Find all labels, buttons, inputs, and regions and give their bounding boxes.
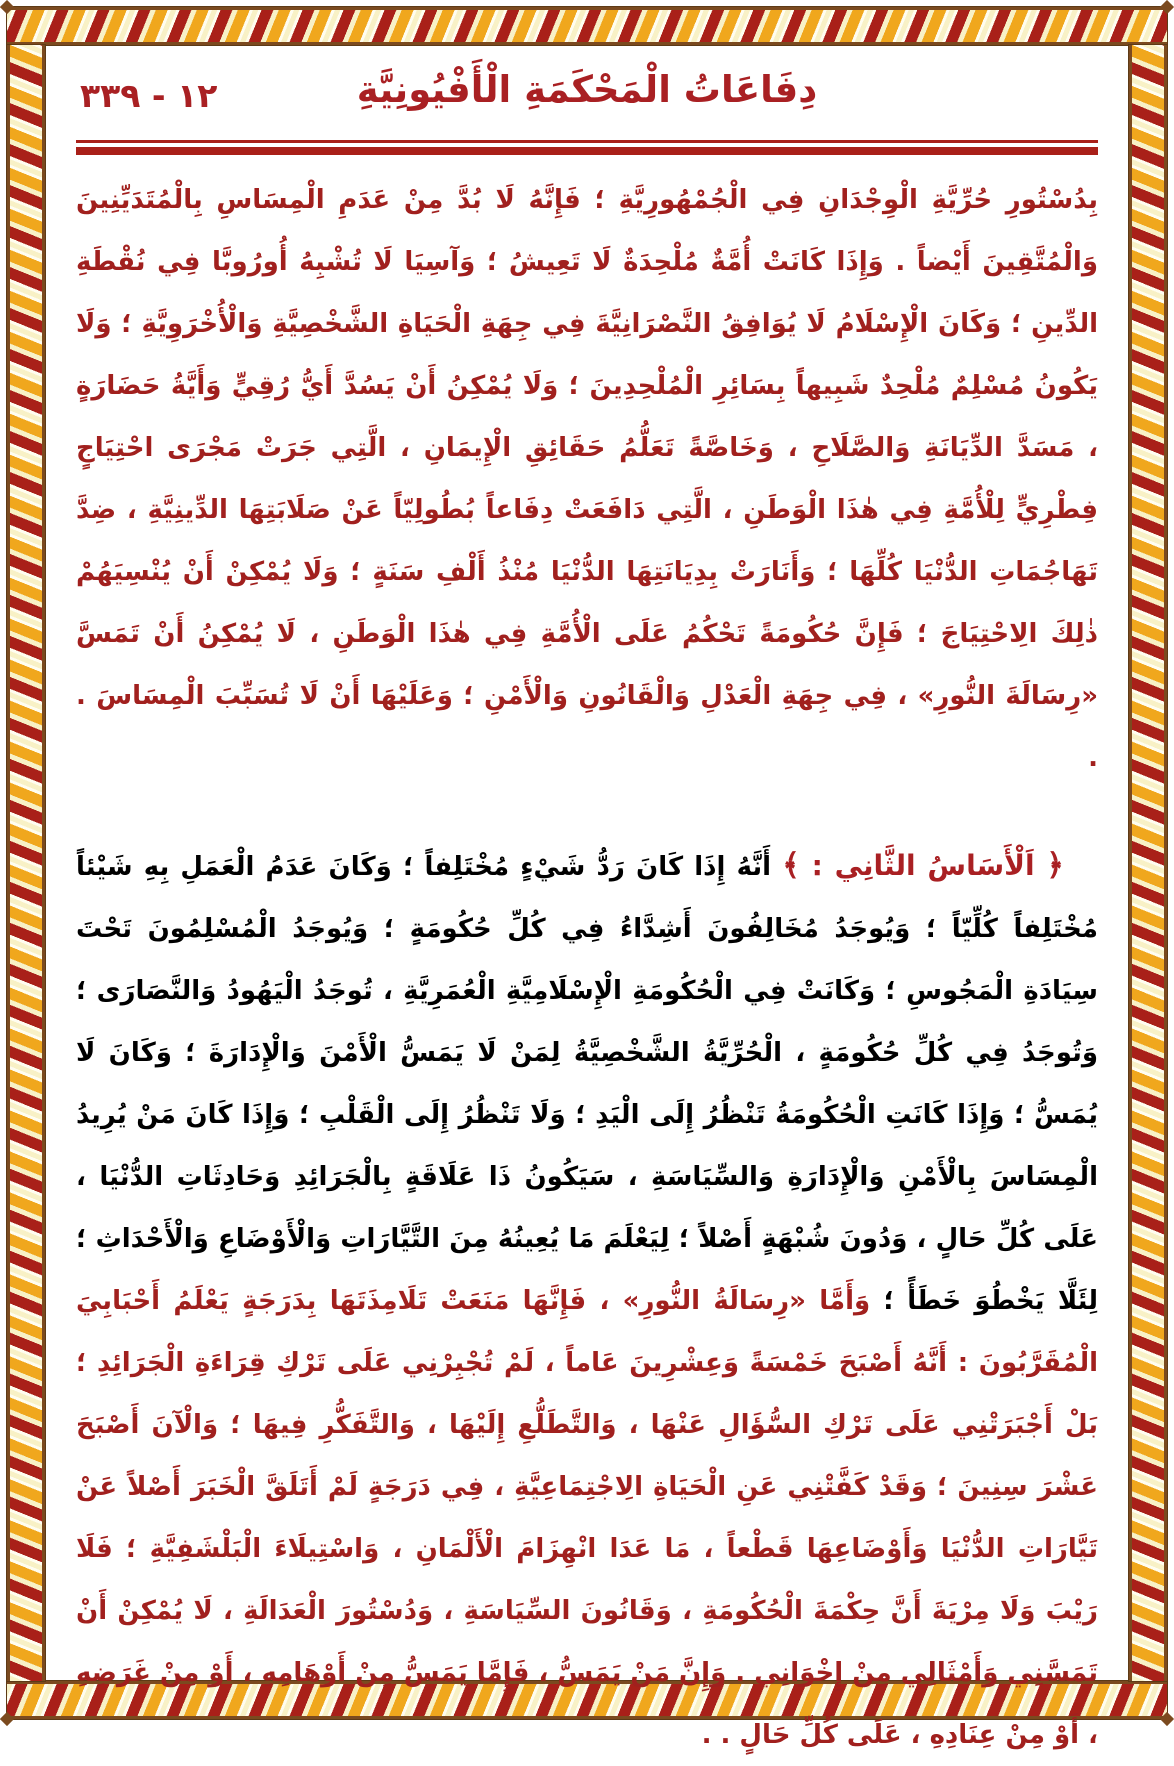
- header-divider-rule: [76, 140, 1098, 155]
- page-title: دِفَاعَاتُ الْمَحْكَمَةِ الْأَفْيُونِيَّةِ: [356, 68, 818, 111]
- page-header: [76, 54, 1098, 138]
- page-content: [50, 48, 1124, 1750]
- decorative-border-top: [7, 7, 1167, 45]
- section-text-black: أَنَّهُ إِذَا كَانَ رَدُّ شَيْءٍ مُخْتَلِفاً ؛ وَكَانَ عَدَمُ الْعَمَلِ بِهِ شَيْئاً مُخْتَلِفاً كُلِّيّاً ؛ وَيُوجَدُ مُخَالِفُونَ أَشِدَّاءُ فِي كُلِّ حُكُومَةٍ ؛ وَيُوجَدُ الْمُسْلِمُونَ تَحْتَ سِيَادَةِ الْمَجُوسِ ؛ وَكَانَتْ فِي الْحُكُومَةِ الْإِسْلَامِيَّةِ الْعُمَرِيَّةِ ، تُوجَدُ الْيَهُودُ وَالنَّصَارَى ؛ وَتُوجَدُ فِي كُلِّ حُكُومَةٍ ، الْحُرِّيَّةُ الشَّخْصِيَّةُ لِمَنْ لَا يَمَسُّ الْأَمْنَ وَالْإِدَارَةَ ؛ وَكَانَ لَا يُمَسُّ ؛ وَإِذَا كَانَتِ الْحُكُومَةُ تَنْظُرُ إِلَى الْيَدِ ؛ وَلَا تَنْظُرُ إِلَى الْقَلْبِ ؛ وَإِذَا كَانَ مَنْ يُرِيدُ الْمِسَاسَ بِالْأَمْنِ وَالْإِدَارَةِ وَالسِّيَاسَةِ ، سَيَكُونُ ذَا عَلَاقَةٍ بِالْجَرَائِدِ وَحَادِثَاتِ الدُّنْيَا ، عَلَى كُلِّ حَالٍ ، وَدُونَ شُبْهَةٍ أَصْلاً ؛ لِيَعْلَمَ مَا يُعِينُهُ مِنَ التَّيَّارَاتِ وَالْأَوْضَاعِ وَالْأَحْدَاثِ ؛ لِئَلَّا يَخْطُوَ خَطَأً ؛: [76, 852, 1098, 1316]
- page-number: ١٢ - ٣٣٩: [80, 76, 218, 115]
- section-heading-second-foundation: اَلْأَسَاسُ الثَّانِي :: [799, 849, 1047, 882]
- section-text-red: وَأَمَّا «رِسَالَةُ النُّورِ» ، فَإِنَّهَا مَنَعَتْ تَلَامِذَتَهَا بِدَرَجَةٍ يَعْلَمُ أَحْبَابِيَ الْمُقَرَّبُونَ : أَنَّهُ أَصْبَحَ خَمْسَةً وَعِشْرِينَ عَاماً ، لَمْ تُجْبِرْنِي عَلَى تَرْكِ قِرَاءَةِ الْجَرَائِدِ ؛ بَلْ أَجْبَرَتْنِي عَلَى تَرْكِ السُّؤَالِ عَنْهَا ، وَالتَّطَلُّعِ إِلَيْهَا ، وَالتَّفَكُّرِ فِيهَا ؛ وَالْآنَ أَصْبَحَ عَشْرَ سِنِينَ ؛ وَقَدْ كَفَّتْنِي عَنِ الْحَيَاةِ الِاجْتِمَاعِيَّةِ ، فِي دَرَجَةٍ لَمْ أَتَلَقَّ الْخَبَرَ أَصْلاً عَنْ تَيَّارَاتِ الدُّنْيَا وَأَوْضَاعِهَا قَطْعاً ، مَا عَدَا انْهِزَامَ الْأَلْمَانِ ، وَاسْتِيلَاءَ الْبَلْشَفِيَّةِ ؛ فَلَا رَيْبَ وَلَا مِرْيَةَ أَنَّ حِكْمَةَ الْحُكُومَةِ ، وَقَانُونَ السِّيَاسَةِ ، وَدُسْتُورَ الْعَدَالَةِ ، لَا يُمْكِنْ أَنْ تَمَسَّنِي وَأَمْثَالِي مِنْ إِخْوَانِي . وَإِنَّ مَنْ يَمَسُّ ، فَإِمَّا يَمَسُّ مِنْ أَوْهَامِهِ ، أَوْ مِنْ غَرَضِهِ ، أَوْ مِنْ عِنَادِهِ ، عَلَى كُلِّ حَالٍ . .: [76, 1286, 1098, 1750]
- decorative-border-right: [1129, 45, 1167, 1681]
- heading-open-ornament-icon: ﴿: [1046, 848, 1064, 883]
- decorative-border-left: [7, 45, 45, 1681]
- main-text: [76, 169, 1098, 1766]
- paragraph-conscience-freedom: بِدُسْتُورِ حُرِّيَّةِ الْوِجْدَانِ فِي الْجُمْهُورِيَّةِ ؛ فَإِنَّهُ لَا بُدَّ مِنْ عَدَمِ الْمِسَاسِ بِالْمُتَدَيِّنِينَ وَالْمُتَّقِينَ أَيْضاً . وَإِذَا كَانَتْ أُمَّةٌ مُلْحِدَةٌ لَا تَعِيشُ ؛ وَآسِيَا لَا تُشْبِهُ أُورُوبَّا فِي نُقْطَةِ الدِّينِ ؛ وَكَانَ الْإِسْلَامُ لَا يُوَافِقُ النَّصْرَانِيَّةَ فِي جِهَةِ الْحَيَاةِ الشَّخْصِيَّةِ وَالْأُخْرَوِيَّةِ ؛ وَلَا يَكُونُ مُسْلِمٌ مُلْحِدٌ شَبِيهاً بِسَائِرِ الْمُلْحِدِينَ ؛ وَلَا يُمْكِنُ أَنْ يَسُدَّ أَيُّ رُقِيٍّ وَأَيَّةُ حَضَارَةٍ ، مَسَدَّ الدِّيَانَةِ وَالصَّلَاحِ ، وَخَاصَّةً تَعَلُّمُ حَقَائِقِ الْإِيمَانِ ، الَّتِي جَرَتْ مَجْرَى احْتِيَاجٍ فِطْرِيٍّ لِلْأُمَّةِ فِي هٰذَا الْوَطَنِ ، الَّتِي دَافَعَتْ دِفَاعاً بُطُولِيّاً عَنْ صَلَابَتِهَا الدِّينِيَّةِ ، ضِدَّ تَهَاجُمَاتِ الدُّنْيَا كُلِّهَا ؛ وَأَنَارَتْ بِدِيَانَتِهَا الدُّنْيَا مُنْذُ أَلْفِ سَنَةٍ ؛ وَلَا يُمْكِنْ أَنْ يُنْسِيَهُمْ ذٰلِكَ الِاحْتِيَاجَ ؛ فَإِنَّ حُكُومَةً تَحْكُمُ عَلَى الْأُمَّةِ فِي هٰذَا الْوَطَنِ ، لَا يُمْكِنُ أَنْ تَمَسَّ «رِسَالَةَ النُّورِ» ، فِي جِهَةِ الْعَدْلِ وَالْقَانُونِ وَالْأَمْنِ ؛ وَعَلَيْهَا أَنْ لَا تُسَبِّبَ الْمِسَاسَ . .: [76, 185, 1098, 773]
- heading-close-ornament-icon: ﴾: [782, 848, 800, 883]
- paragraph-second-foundation: [76, 835, 1098, 1766]
